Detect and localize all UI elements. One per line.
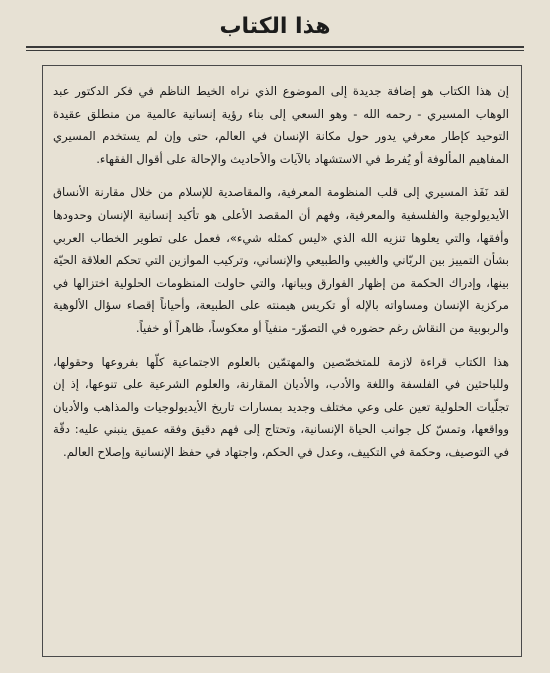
text-frame xyxy=(42,65,522,657)
page-header xyxy=(0,0,550,55)
paragraph-3: هذا الكتاب قراءة لازمة للمتخصّصين والمهتمّين بالعلوم الاجتماعية كلّها بفروعها وحقولها، وللباحثين في الفلسفة واللغة والأدب، والأديان المقارنة، والعلوم الشرعية على تنوعها، إذ إن تجلّيات الحلولية تعين على وعي مختلف وجديد بمسارات تاريخ الأيديولوجيات والمذاهب والأديان وواقعها، وتمسّ كل جوانب الحياة الإنسانية، وتحتاج إلى فهم دقيق وفقه عميق ينبني عليه: دقّة في التوصيف، وحكمة في التكييف، وعدل في الحكم، واجتهاد في حفظ الإنسانية وإصلاح العالم. xyxy=(53,354,509,459)
body-text xyxy=(53,80,509,464)
page-title: هذا الكتاب xyxy=(219,14,331,39)
header-rule-thick xyxy=(26,46,524,48)
paragraph-2: لقد نَفَذ المسيري إلى قلب المنظومة المعرفية، والمقاصدية للإسلام من خلال مقارنة الأنساق الأيديولوجية والفلسفية والمعرفية، وفهم أن المقصد الأعلى هو تأكيد إنسانية الإنسان وحدودها وأفقها، والتي يعلوها تنزيه الله الذي «ليس كمثله شيء»، فعمل على تطوير الخطاب العربي بشأن التمييز بين الربّاني والغيبي والطبيعي والإنساني، وتركيب الموازين التي تحكم العلاقة الحيّة بينها، وإدراك الحكمة من إظهار الفوارق وبيانها، والتي حاولت المنظومات الحلولية اختزالها في مركزية الإنسان ومساواته بالإله أو تكريس هيمنته على الطبيعة، وأحياناً إقصاء سؤال الألوهية والربوبية من النقاش رغم حضوره في التصوّر- منفياً أو معكوساً، ظاهراً أو خفياً. xyxy=(53,185,509,335)
paragraph-1: إن هذا الكتاب هو إضافة جديدة إلى الموضوع الذي نراه الخيط الناظم في فكر الدكتور عبد الوهاب المسيري - رحمه الله - وهو السعي إلى بناء رؤية إنسانية عالمية من منطلق عقيدة التوحيد كإطار معرفي يدور حول مكانة الإنسان في العالم، حتى وإن لم يستخدم المسيري المفاهيم المألوفة أو يُفرط في الاستشهاد بالآيات والأحاديث والإحالة على أقوال الفقهاء. xyxy=(53,84,509,166)
header-rule-thin xyxy=(26,50,524,51)
